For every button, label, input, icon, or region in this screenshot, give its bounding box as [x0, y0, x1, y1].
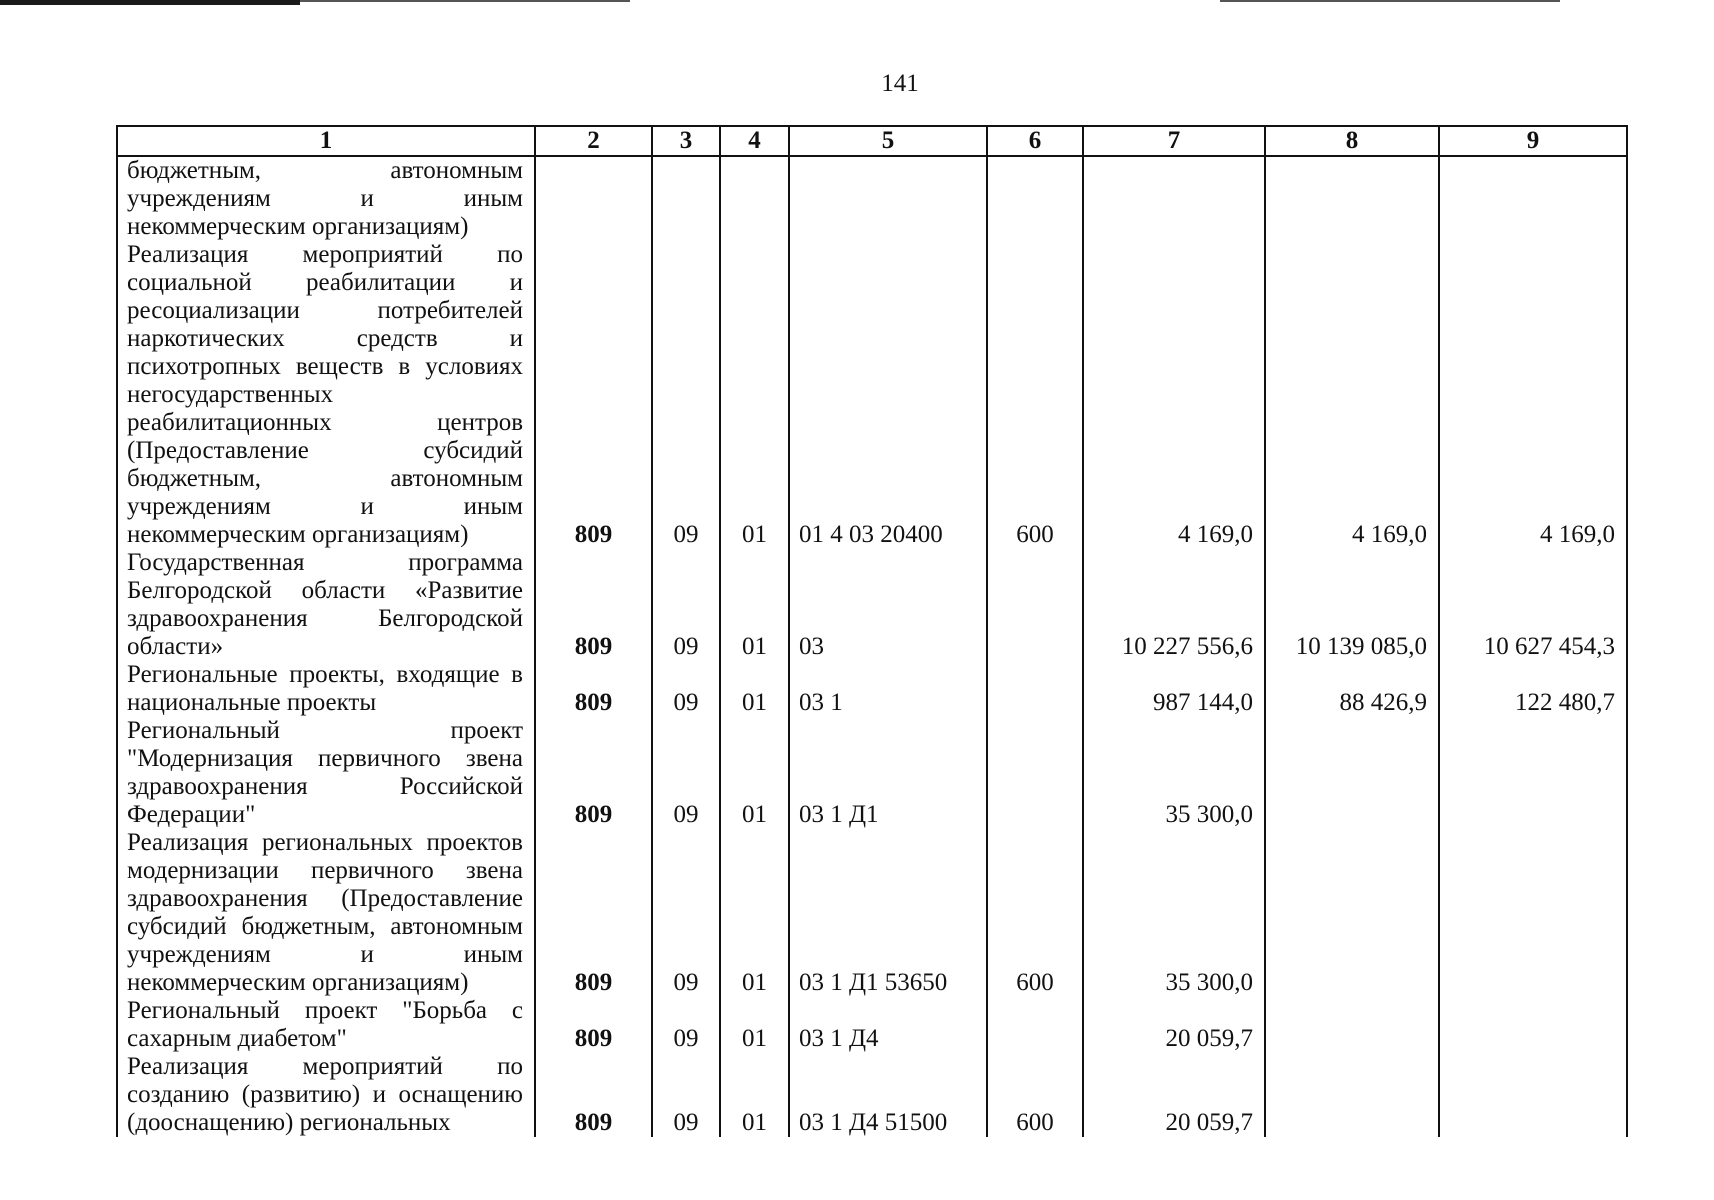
header-col-4: 4	[720, 126, 789, 156]
row-name: Реализация региональных проектов модернизации первичного звена здравоохранения (Предоставление субсидий бюджетным, автономным учреждениям и иным некоммерческим организациям)	[117, 829, 535, 997]
amount-col-9	[1439, 156, 1627, 241]
expense-type-code	[987, 549, 1083, 661]
expense-type-code: 600	[987, 829, 1083, 997]
expense-type-code	[987, 661, 1083, 717]
amount-col-7: 10 227 556,6	[1083, 549, 1265, 661]
expense-type-code	[987, 997, 1083, 1053]
header-row	[117, 126, 1627, 156]
target-article-code: 03 1 Д4 51500	[789, 1053, 987, 1137]
section-code: 09	[652, 829, 720, 997]
amount-col-7: 35 300,0	[1083, 717, 1265, 829]
row-name: Региональный проект "Борьба с сахарным диабетом"	[117, 997, 535, 1053]
expense-type-code: 600	[987, 241, 1083, 549]
page-number: 141	[881, 70, 919, 97]
section-code: 09	[652, 997, 720, 1053]
header-col-1: 1	[117, 126, 535, 156]
scan-edge-line-left	[0, 0, 300, 5]
amount-col-7: 987 144,0	[1083, 661, 1265, 717]
target-article-code: 03 1 Д1	[789, 717, 987, 829]
table-row	[117, 661, 1627, 717]
subsection-code: 01	[720, 549, 789, 661]
table-row	[117, 241, 1627, 549]
table-row	[117, 829, 1627, 997]
row-name: Региональный проект "Модернизация первичного звена здравоохранения Российской Федерации"	[117, 717, 535, 829]
target-article-code: 01 4 03 20400	[789, 241, 987, 549]
ministry-code: 809	[535, 1053, 652, 1137]
amount-col-7: 20 059,7	[1083, 997, 1265, 1053]
amount-col-8: 88 426,9	[1265, 661, 1439, 717]
header-col-8: 8	[1265, 126, 1439, 156]
row-name: бюджетным, автономным учреждениям и иным некоммерческим организациям)	[117, 156, 535, 241]
header-col-9: 9	[1439, 126, 1627, 156]
ministry-code: 809	[535, 241, 652, 549]
table-row	[117, 156, 1627, 241]
row-name: Реализация мероприятий по созданию (развитию) и оснащению (дооснащению) региональных	[117, 1053, 535, 1137]
amount-col-9	[1439, 829, 1627, 997]
amount-col-7: 35 300,0	[1083, 829, 1265, 997]
subsection-code: 01	[720, 661, 789, 717]
row-name: Государственная программа Белгородской области «Развитие здравоохранения Белгородской области»	[117, 549, 535, 661]
section-code	[652, 156, 720, 241]
section-code: 09	[652, 661, 720, 717]
subsection-code: 01	[720, 1053, 789, 1137]
amount-col-7	[1083, 156, 1265, 241]
expense-type-code	[987, 717, 1083, 829]
target-article-code: 03 1 Д4	[789, 997, 987, 1053]
expense-type-code: 600	[987, 1053, 1083, 1137]
scan-edge-line-left-thin	[300, 0, 630, 2]
ministry-code: 809	[535, 997, 652, 1053]
amount-col-9	[1439, 997, 1627, 1053]
target-article-code: 03 1 Д1 53650	[789, 829, 987, 997]
scan-edge-line-right	[1220, 0, 1560, 2]
amount-col-7: 4 169,0	[1083, 241, 1265, 549]
header-col-7: 7	[1083, 126, 1265, 156]
header-col-3: 3	[652, 126, 720, 156]
table-row	[117, 1053, 1627, 1137]
ministry-code: 809	[535, 549, 652, 661]
amount-col-9	[1439, 1053, 1627, 1137]
section-code: 09	[652, 549, 720, 661]
budget-table	[116, 125, 1628, 1137]
subsection-code: 01	[720, 997, 789, 1053]
header-col-6: 6	[987, 126, 1083, 156]
header-col-2: 2	[535, 126, 652, 156]
row-name: Региональные проекты, входящие в национальные проекты	[117, 661, 535, 717]
subsection-code: 01	[720, 717, 789, 829]
subsection-code: 01	[720, 829, 789, 997]
amount-col-8	[1265, 717, 1439, 829]
amount-col-8	[1265, 156, 1439, 241]
amount-col-9: 122 480,7	[1439, 661, 1627, 717]
amount-col-9	[1439, 717, 1627, 829]
table-row	[117, 717, 1627, 829]
table-row	[117, 549, 1627, 661]
target-article-code	[789, 156, 987, 241]
amount-col-7: 20 059,7	[1083, 1053, 1265, 1137]
ministry-code: 809	[535, 829, 652, 997]
table-row	[117, 997, 1627, 1053]
ministry-code	[535, 156, 652, 241]
target-article-code: 03	[789, 549, 987, 661]
section-code: 09	[652, 717, 720, 829]
amount-col-8: 10 139 085,0	[1265, 549, 1439, 661]
header-col-5: 5	[789, 126, 987, 156]
amount-col-8: 4 169,0	[1265, 241, 1439, 549]
amount-col-9: 10 627 454,3	[1439, 549, 1627, 661]
amount-col-8	[1265, 997, 1439, 1053]
expense-type-code	[987, 156, 1083, 241]
ministry-code: 809	[535, 661, 652, 717]
subsection-code: 01	[720, 241, 789, 549]
amount-col-9: 4 169,0	[1439, 241, 1627, 549]
row-name: Реализация мероприятий по социальной реабилитации и ресоциализации потребителей наркотических средств и психотропных веществ в условиях негосударственных реабилитационных центров (Предоставление субсидий бюджетным, автономным учреждениям и иным некоммерческим организациям)	[117, 241, 535, 549]
section-code: 09	[652, 241, 720, 549]
ministry-code: 809	[535, 717, 652, 829]
amount-col-8	[1265, 1053, 1439, 1137]
target-article-code: 03 1	[789, 661, 987, 717]
subsection-code	[720, 156, 789, 241]
amount-col-8	[1265, 829, 1439, 997]
section-code: 09	[652, 1053, 720, 1137]
